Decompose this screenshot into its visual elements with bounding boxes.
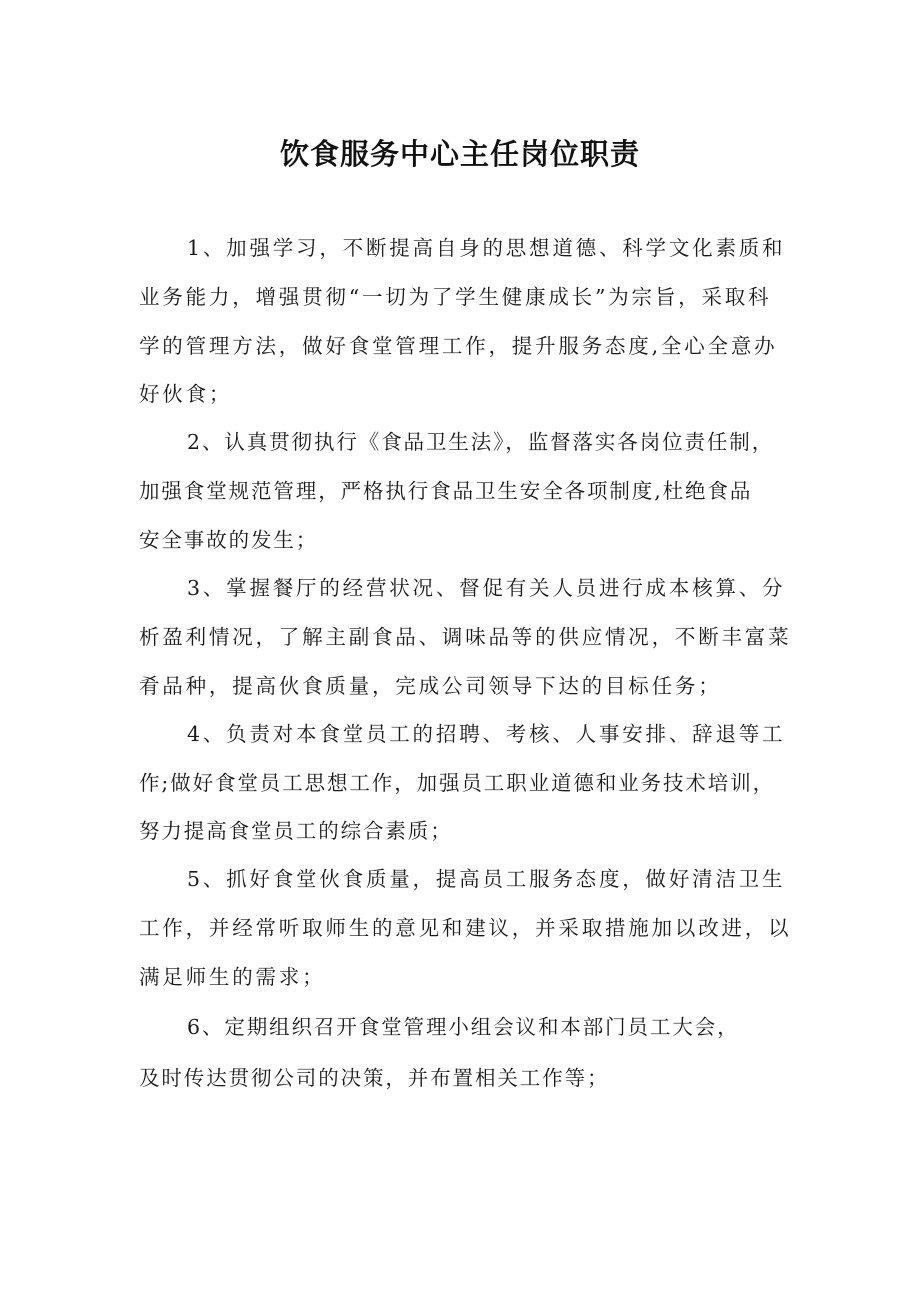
- item-2-line-3: 安全事故的发生；: [139, 528, 319, 552]
- item-1-line-1: 1、加强学习，不断提高自身的思想道德、科学文化素质和: [187, 236, 786, 260]
- item-1-line-2: 业务能力，增强贯彻“一切为了学生健康成长”为宗旨，采取科: [139, 285, 772, 309]
- item-2-line-1: 2、认真贯彻执行《食品卫生法》，监督落实各岗位责任制，: [187, 430, 775, 454]
- item-1-line-3: 学的管理方法，做好食堂管理工作，提升服务态度,全心全意办: [139, 334, 778, 358]
- item-3-line-2: 析盈利情况，了解主副食品、调味品等的供应情况，不断丰富菜: [139, 625, 792, 649]
- item-6-line-1: 6、定期组织召开食堂管理小组会议和本部门员工大会，: [187, 1015, 740, 1039]
- item-6-line-2: 及时传达贯彻公司的决策，并布置相关工作等；: [139, 1066, 610, 1090]
- item-1-line-4: 好伙食；: [139, 382, 233, 406]
- item-5-line-3: 满足师生的需求；: [139, 965, 326, 989]
- item-4-line-1: 4、负责对本食堂员工的招聘、考核、人事安排、辞退等工: [187, 722, 786, 746]
- item-3-line-3: 肴品种，提高伙食质量，完成公司领导下达的目标任务；: [139, 674, 722, 698]
- item-4-line-2: 作;做好食堂员工思想工作，加强员工职业道德和业务技术培训，: [139, 771, 776, 795]
- item-5-line-1: 5、抓好食堂伙食质量，提高员工服务态度，做好清洁卫生: [187, 867, 786, 891]
- document-title: 饮食服务中心主任岗位职责: [279, 137, 640, 171]
- item-4-line-3: 努力提高食堂员工的综合素质；: [139, 819, 453, 843]
- item-3-line-1: 3、掌握餐厅的经营状况、督促有关人员进行成本核算、分: [187, 576, 786, 600]
- item-2-line-2: 加强食堂规范管理，严格执行食品卫生安全各项制度,杜绝食品: [139, 479, 753, 503]
- item-5-line-2: 工作，并经常听取师生的意见和建议，并采取措施加以改进，以: [139, 916, 792, 940]
